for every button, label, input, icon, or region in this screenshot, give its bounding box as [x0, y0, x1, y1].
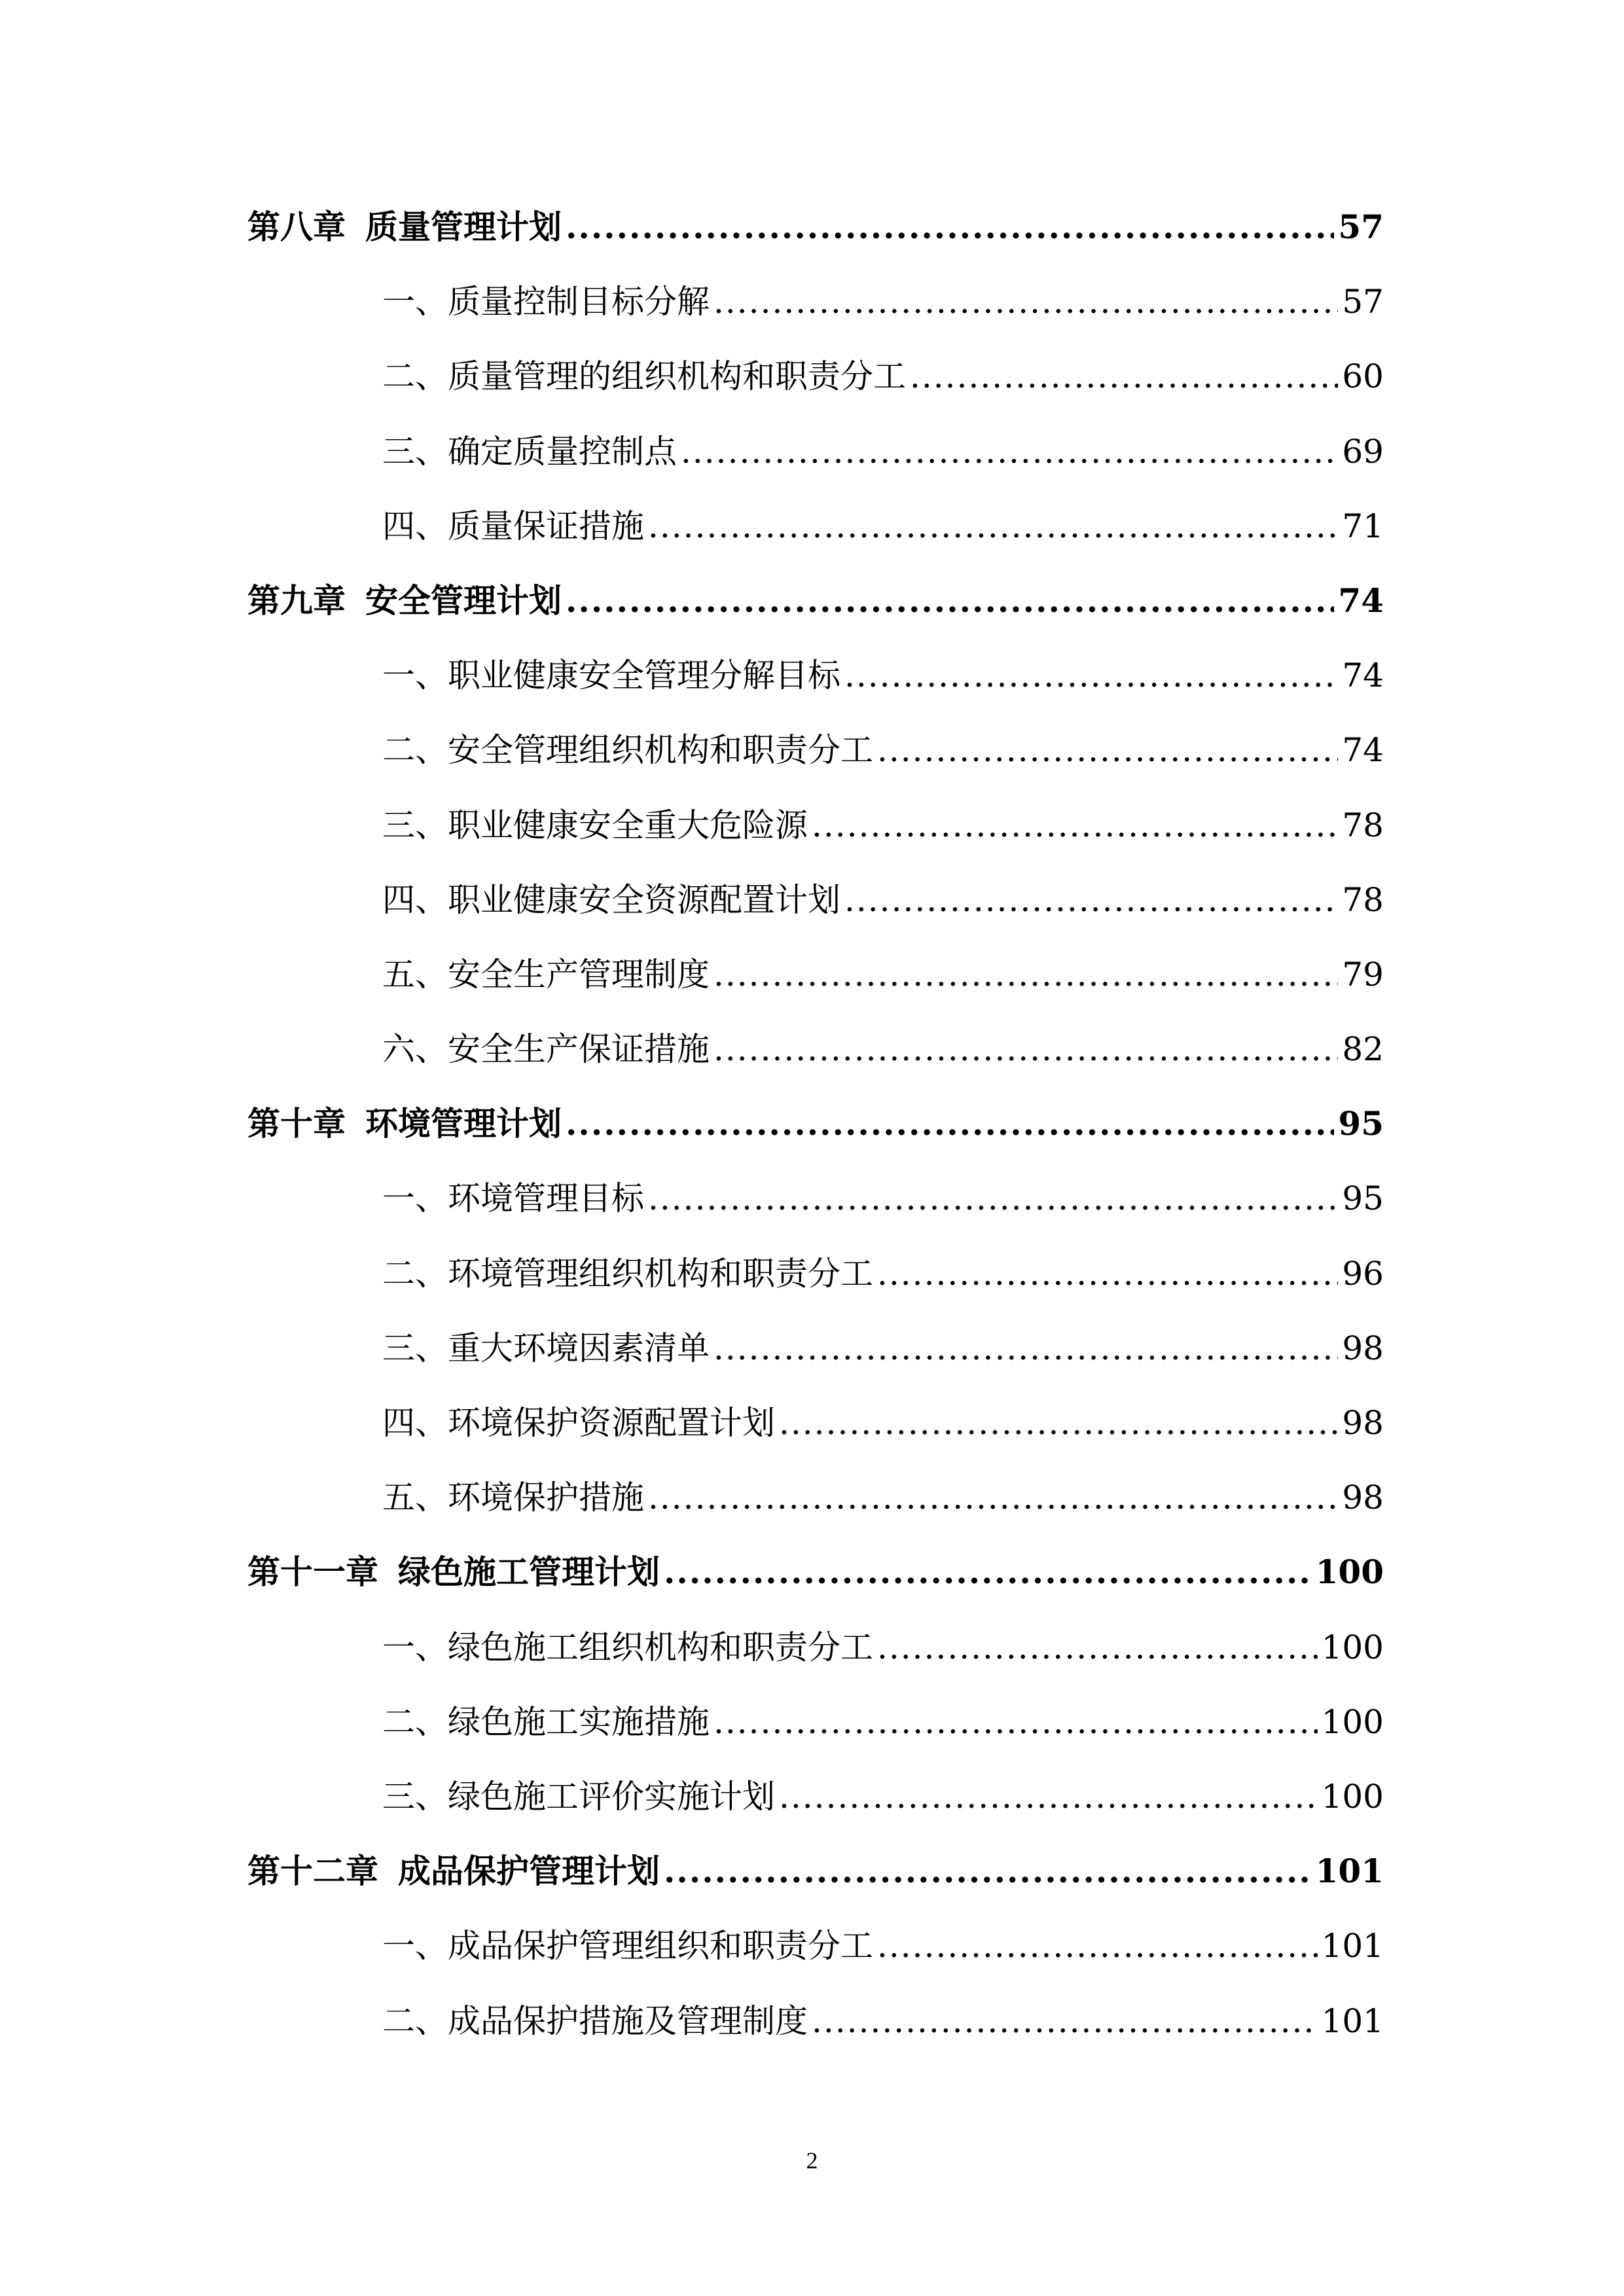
toc-dot-leader	[812, 1984, 1318, 2058]
toc-entry-title: 三、重大环境因素清单	[382, 1329, 710, 1367]
toc-page-number: 78	[1342, 880, 1384, 919]
toc-section-entry[interactable]	[247, 1161, 1384, 1236]
toc-section-entry[interactable]	[247, 713, 1384, 787]
toc-section-entry[interactable]	[247, 414, 1384, 489]
toc-dot-leader	[844, 638, 1338, 713]
toc-entry-title: 六、安全生产保证措施	[382, 1030, 710, 1069]
toc-chapter-number: 第十二章	[247, 1852, 378, 1891]
toc-chapter-entry[interactable]	[247, 564, 1384, 638]
toc-section-entry[interactable]	[247, 1685, 1384, 1759]
toc-dot-leader	[681, 414, 1338, 489]
toc-page-number: 96	[1342, 1254, 1384, 1293]
toc-section-entry[interactable]	[247, 1984, 1384, 2058]
toc-dot-leader	[812, 788, 1338, 863]
toc-dot-leader	[566, 190, 1334, 264]
toc-dot-leader	[779, 1386, 1338, 1460]
toc-page-number: 100	[1315, 1552, 1384, 1592]
toc-chapter-entry[interactable]	[247, 1834, 1384, 1909]
toc-entry-title: 一、质量控制目标分解	[382, 283, 710, 321]
toc-entry-title	[247, 564, 562, 638]
toc-page-number: 74	[1338, 581, 1384, 620]
toc-dot-leader	[877, 1236, 1338, 1311]
toc-page-number: 71	[1342, 507, 1384, 545]
toc-section-entry[interactable]	[247, 1236, 1384, 1311]
page-number: 2	[806, 2147, 818, 2174]
toc-entry-title: 四、质量保证措施	[382, 507, 644, 545]
toc-section-entry[interactable]	[247, 937, 1384, 1012]
toc-dot-leader	[713, 264, 1338, 339]
toc-entry-title: 四、职业健康安全资源配置计划	[382, 880, 840, 919]
toc-entry-title: 三、绿色施工评价实施计划	[382, 1777, 775, 1816]
toc-entry-title: 四、环境保护资源配置计划	[382, 1404, 775, 1442]
toc-page-number: 101	[1321, 1927, 1384, 1965]
toc-section-entry[interactable]	[247, 264, 1384, 339]
toc-chapter-number: 第八章	[247, 207, 346, 246]
toc-chapter-number: 第十一章	[247, 1552, 378, 1592]
toc-dot-leader	[713, 1685, 1318, 1759]
toc-chapter-number: 第九章	[247, 581, 346, 620]
toc-dot-leader	[779, 1759, 1318, 1834]
toc-entry-title: 一、绿色施工组织机构和职责分工	[382, 1628, 873, 1666]
toc-chapter-number: 第十章	[247, 1104, 346, 1143]
toc-dot-leader	[713, 1311, 1338, 1386]
toc-entry-title: 一、职业健康安全管理分解目标	[382, 656, 840, 695]
toc-page-number: 100	[1321, 1628, 1384, 1666]
toc-dot-leader	[664, 1535, 1312, 1609]
toc-section-entry[interactable]	[247, 339, 1384, 414]
toc-dot-leader	[713, 937, 1338, 1012]
toc-chapter-entry[interactable]	[247, 190, 1384, 264]
toc-section-entry[interactable]	[247, 1610, 1384, 1685]
toc-section-entry[interactable]	[247, 1386, 1384, 1460]
toc-section-entry[interactable]	[247, 489, 1384, 564]
toc-entry-title: 一、成品保护管理组织和职责分工	[382, 1927, 873, 1965]
toc-dot-leader	[648, 1161, 1338, 1236]
toc-entry-title: 三、职业健康安全重大危险源	[382, 806, 808, 844]
toc-dot-leader	[877, 1610, 1318, 1685]
toc-entry-title	[247, 1535, 660, 1609]
toc-chapter-title: 绿色施工管理计划	[398, 1552, 660, 1592]
toc-dot-leader	[664, 1834, 1312, 1909]
toc-dot-leader	[648, 1460, 1338, 1535]
toc-entry-title: 五、安全生产管理制度	[382, 955, 710, 994]
toc-dot-leader	[648, 489, 1338, 564]
toc-entry-title: 二、安全管理组织机构和职责分工	[382, 731, 873, 770]
toc-entry-title: 三、确定质量控制点	[382, 432, 677, 471]
toc-section-entry[interactable]	[247, 1311, 1384, 1386]
toc-dot-leader	[713, 1012, 1338, 1086]
toc-page-number: 57	[1338, 207, 1384, 246]
toc-entry-title: 二、质量管理的组织机构和职责分工	[382, 357, 906, 396]
toc-chapter-entry[interactable]	[247, 1535, 1384, 1609]
toc-page-number: 98	[1342, 1404, 1384, 1442]
toc-page-number: 82	[1342, 1030, 1384, 1069]
toc-chapter-title: 安全管理计划	[365, 581, 562, 620]
toc-page-number: 57	[1342, 283, 1384, 321]
toc-entry-title	[247, 1086, 562, 1161]
toc-dot-leader	[844, 863, 1338, 937]
toc-page-number: 69	[1342, 432, 1384, 471]
toc-entry-title: 二、绿色施工实施措施	[382, 1702, 710, 1741]
toc-chapter-title: 环境管理计划	[365, 1104, 562, 1143]
toc-page-number: 100	[1321, 1777, 1384, 1816]
toc-entry-title	[247, 1834, 660, 1909]
toc-page-number: 101	[1315, 1852, 1384, 1891]
toc-entry-title: 二、环境管理组织机构和职责分工	[382, 1254, 873, 1293]
toc-entry-title: 二、成品保护措施及管理制度	[382, 2001, 808, 2040]
toc-page-number: 79	[1342, 955, 1384, 994]
toc-entry-title: 一、环境管理目标	[382, 1179, 644, 1218]
toc-page-number: 101	[1321, 2001, 1384, 2040]
toc-section-entry[interactable]	[247, 1012, 1384, 1086]
table-of-contents	[247, 190, 1384, 2058]
toc-entry-title	[247, 190, 562, 264]
toc-dot-leader	[566, 564, 1334, 638]
toc-chapter-title: 成品保护管理计划	[398, 1852, 660, 1891]
toc-page-number: 60	[1342, 357, 1384, 396]
toc-page-number: 95	[1342, 1179, 1384, 1218]
toc-entry-title: 五、环境保护措施	[382, 1479, 644, 1517]
toc-chapter-title: 质量管理计划	[365, 207, 562, 246]
toc-section-entry[interactable]	[247, 788, 1384, 863]
toc-page-number: 74	[1342, 731, 1384, 770]
toc-page-number: 98	[1342, 1479, 1384, 1517]
toc-section-entry[interactable]	[247, 638, 1384, 713]
toc-page-number: 95	[1338, 1104, 1384, 1143]
toc-dot-leader	[877, 713, 1338, 787]
toc-dot-leader	[910, 339, 1338, 414]
toc-page-number: 100	[1321, 1702, 1384, 1741]
toc-section-entry[interactable]	[247, 1759, 1384, 1834]
toc-page-number: 98	[1342, 1329, 1384, 1367]
toc-chapter-entry[interactable]	[247, 1086, 1384, 1161]
toc-dot-leader	[877, 1909, 1318, 1983]
toc-page-number: 74	[1342, 656, 1384, 695]
toc-section-entry[interactable]	[247, 863, 1384, 937]
toc-section-entry[interactable]	[247, 1460, 1384, 1535]
toc-section-entry[interactable]	[247, 1909, 1384, 1983]
toc-dot-leader	[566, 1086, 1334, 1161]
toc-page-number: 78	[1342, 806, 1384, 844]
